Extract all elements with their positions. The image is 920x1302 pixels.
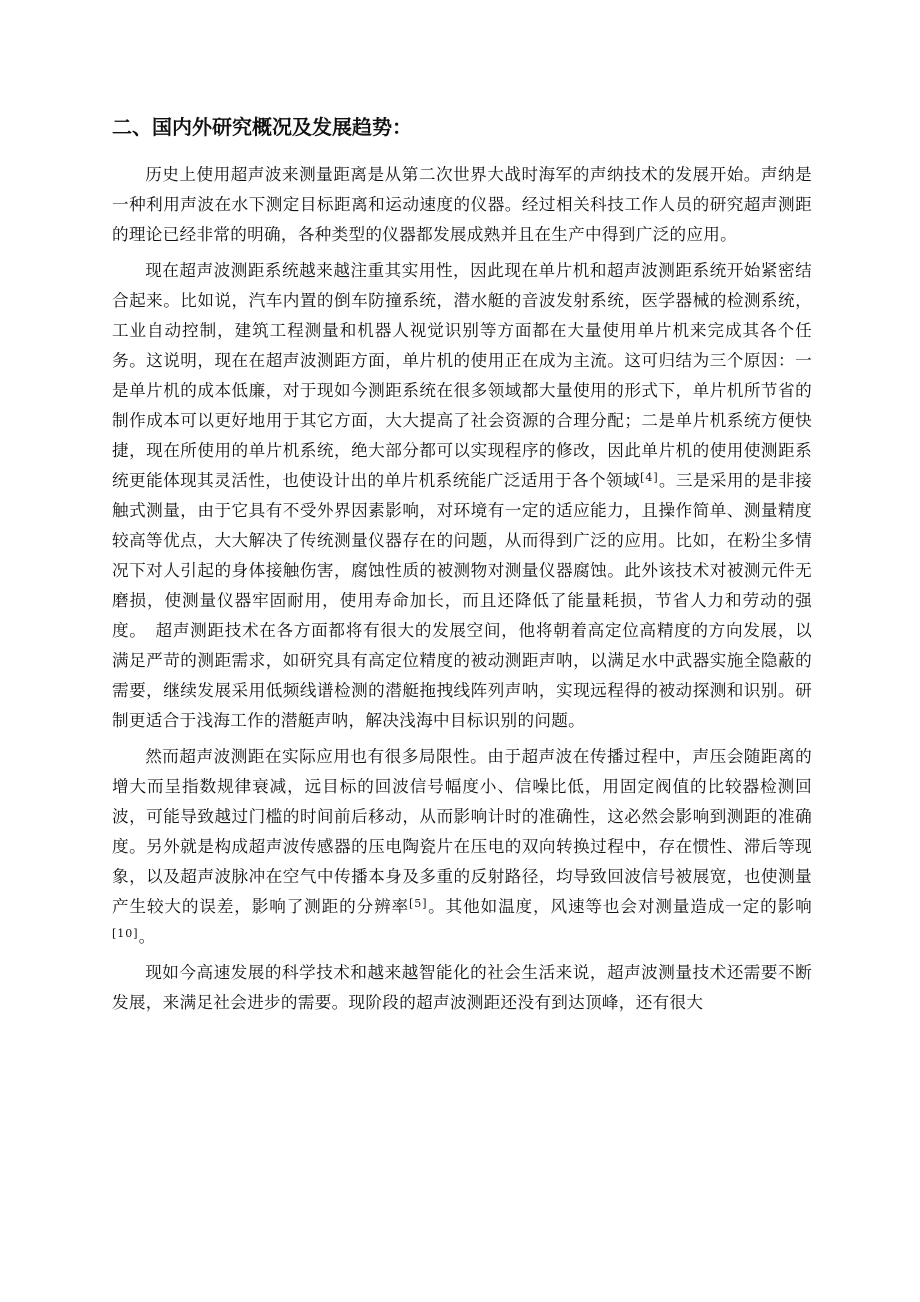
paragraph: [112, 958, 812, 1018]
paragraph-text: 现如今高速发展的科学技术和越来越智能化的社会生活来说，超声波测量技术还需要不断发展，来满足社会进步的需要。现阶段的超声波测距还没有到达顶峰，还有很大: [112, 963, 812, 1012]
citation-ref: [5]: [409, 897, 428, 910]
citation-ref: [4]: [640, 471, 659, 484]
paragraph: [112, 742, 812, 952]
paragraph-text: 。三是采用的是非接触式测量，由于它具有不受外界因素影响，对环境有一定的适应能力，且操作简单、测量精度较高等优点，大大解决了传统测量仪器存在的问题，从而得到广泛的应用。比如，在粉尘多情况下对人引起的身体接触伤害，腐蚀性质的被测物对测量仪器腐蚀。此外该技术对被测元件无磨损，使测量仪器牢固耐用，使用寿命加长，而且还降低了能量耗损，节省人力和劳动的强度。 超声测距技术在各方面都将有很大的发展空间，他将朝着高定位高精度的方向发展，以满足严苛的测距需求，如研究具有高定位精度的被动测距声呐，以满足水中武器实施全隐蔽的需要，继续发展采用低频线谱检测的潜艇拖拽线阵列声呐，实现远程得的被动探测和识别。研制更适合于浅海工作的潜艇声呐，解决浅海中目标识别的问题。: [112, 471, 812, 730]
body-text: [112, 160, 812, 1018]
paragraph-text: 历史上使用超声波来测量距离是从第二次世界大战时海军的声纳技术的发展开始。声纳是一种利用声波在水下测定目标距离和运动速度的仪器。经过相关科技工作人员的研究超声测距的理论已经非常的明确，各种类型的仪器都发展成熟并且在生产中得到广泛的应用。: [112, 165, 812, 244]
paragraph-text: 然而超声波测距在实际应用也有很多局限性。由于超声波在传播过程中，声压会随距离的增大而呈指数规律衰减，远目标的回波信号幅度小、信噪比低，用固定阀值的比较器检测回波，可能导致越过门槛的时间前后移动，从而影响计时的准确性，这必然会影响到测距的准确度。另外就是构成超声波传感器的压电陶瓷片在压电的双向转换过程中，存在惯性、滞后等现象，以及超声波脉冲在空气中传播本身及多重的反射路径，均导致回波信号被展宽，也使测量产生较大的误差，影响了测距的分辨率: [112, 747, 812, 916]
section-heading: 二、国内外研究概况及发展趋势：: [112, 115, 412, 139]
paragraph-text: 。其他如温度，风速等也会对测量造成一定的影响: [427, 897, 812, 916]
citation-ref: [10]: [112, 927, 139, 940]
paragraph: [112, 256, 812, 736]
paragraph-text: 。: [138, 927, 156, 946]
document-page: [112, 112, 812, 1018]
paragraph-text: 现在超声波测距系统越来越注重其实用性，因此现在单片机和超声波测距系统开始紧密结合起来。比如说，汽车内置的倒车防撞系统，潜水艇的音波发射系统，医学器械的检测系统，工业自动控制，建筑工程测量和机器人视觉识别等方面都在大量使用单片机来完成其各个任务。这说明，现在在超声波测距方面，单片机的使用正在成为主流。这可归结为三个原因：一是单片机的成本低廉，对于现如今测距系统在很多领域都大量使用的形式下，单片机所节省的制作成本可以更好地用于其它方面，大大提高了社会资源的合理分配；二是单片机系统方便快捷，现在所使用的单片机系统，绝大部分都可以实现程序的修改，因此单片机的使用使测距系统更能体现其灵活性，也使设计出的单片机系统能广泛适用于各个领域: [112, 261, 812, 490]
paragraph: [112, 160, 812, 250]
